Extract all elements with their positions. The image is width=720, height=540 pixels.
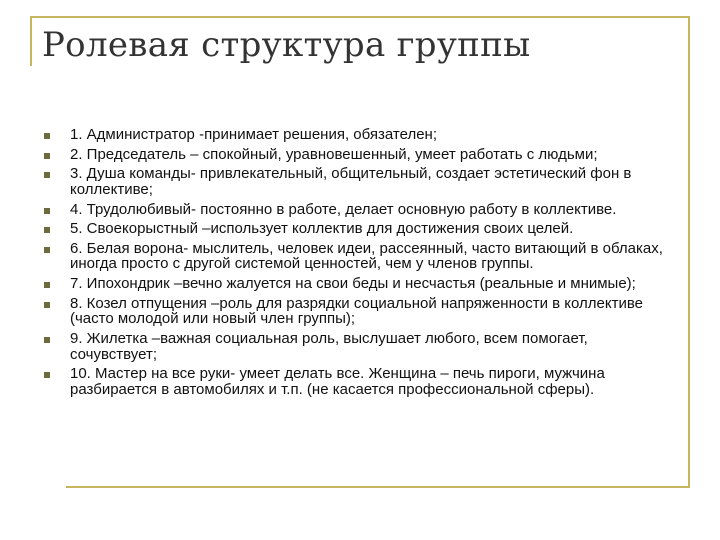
right-border-line (688, 16, 690, 488)
list-item-text: 1. Администратор -принимает решения, обязателен; (70, 126, 437, 143)
square-bullet-icon (44, 133, 50, 139)
top-border-line (30, 16, 690, 18)
list-item (38, 127, 678, 143)
list-item-text: 4. Трудолюбивый- постоянно в работе, делает основную работу в коллективе. (70, 200, 617, 218)
bottom-border-line (66, 486, 690, 488)
square-bullet-icon (44, 208, 50, 214)
square-bullet-icon (44, 247, 50, 253)
square-bullet-icon (44, 172, 50, 178)
list-item-text: 8. Козел отпущения –роль для разрядки социальной напряженности в коллективе (часто молодой или новый член группы); (70, 294, 643, 328)
list-item (38, 166, 678, 197)
list-item-text: 7. Ипохондрик –вечно жалуется на свои беды и несчастья (реальные и мнимые); (70, 275, 636, 293)
list-item (38, 296, 678, 327)
list-item (38, 221, 678, 237)
list-item (38, 276, 678, 292)
square-bullet-icon (44, 227, 50, 233)
list-item-text: 9. Жилетка –важная социальная роль, выслушает любого, всем помогает, сочувствует; (70, 330, 588, 363)
list-item (38, 202, 678, 218)
square-bullet-icon (44, 153, 50, 159)
list-item (38, 147, 678, 163)
list-item-text: 3. Душа команды- привлекательный, общительный, создает эстетический фон в коллективе; (70, 165, 632, 198)
left-border-line (30, 16, 32, 66)
list-item (38, 366, 678, 397)
list-item (38, 331, 678, 362)
list-item-text: 10. Мастер на все руки- умеет делать все. Женщина – печь пироги, мужчина разбирается в автомобилях и т.п. (не касается профессиональной сферы). (70, 365, 605, 398)
list-item-text: 6. Белая ворона- мыслитель, человек идеи, рассеянный, часто витающий в облаках, иногда просто с другой системой ценностей, чем у членов группы. (70, 239, 663, 273)
list-item-text: 2. Председатель – спокойный, уравновешенный, умеет работать с людьми; (70, 145, 598, 163)
list-item-text: 5. Своекорыстный –использует коллектив для достижения своих целей. (70, 220, 574, 238)
square-bullet-icon (44, 337, 50, 343)
list-item (38, 241, 678, 272)
square-bullet-icon (44, 302, 50, 308)
square-bullet-icon (44, 372, 50, 378)
square-bullet-icon (44, 282, 50, 288)
slide-title: Ролевая структура группы (42, 25, 531, 65)
role-list (38, 127, 678, 401)
